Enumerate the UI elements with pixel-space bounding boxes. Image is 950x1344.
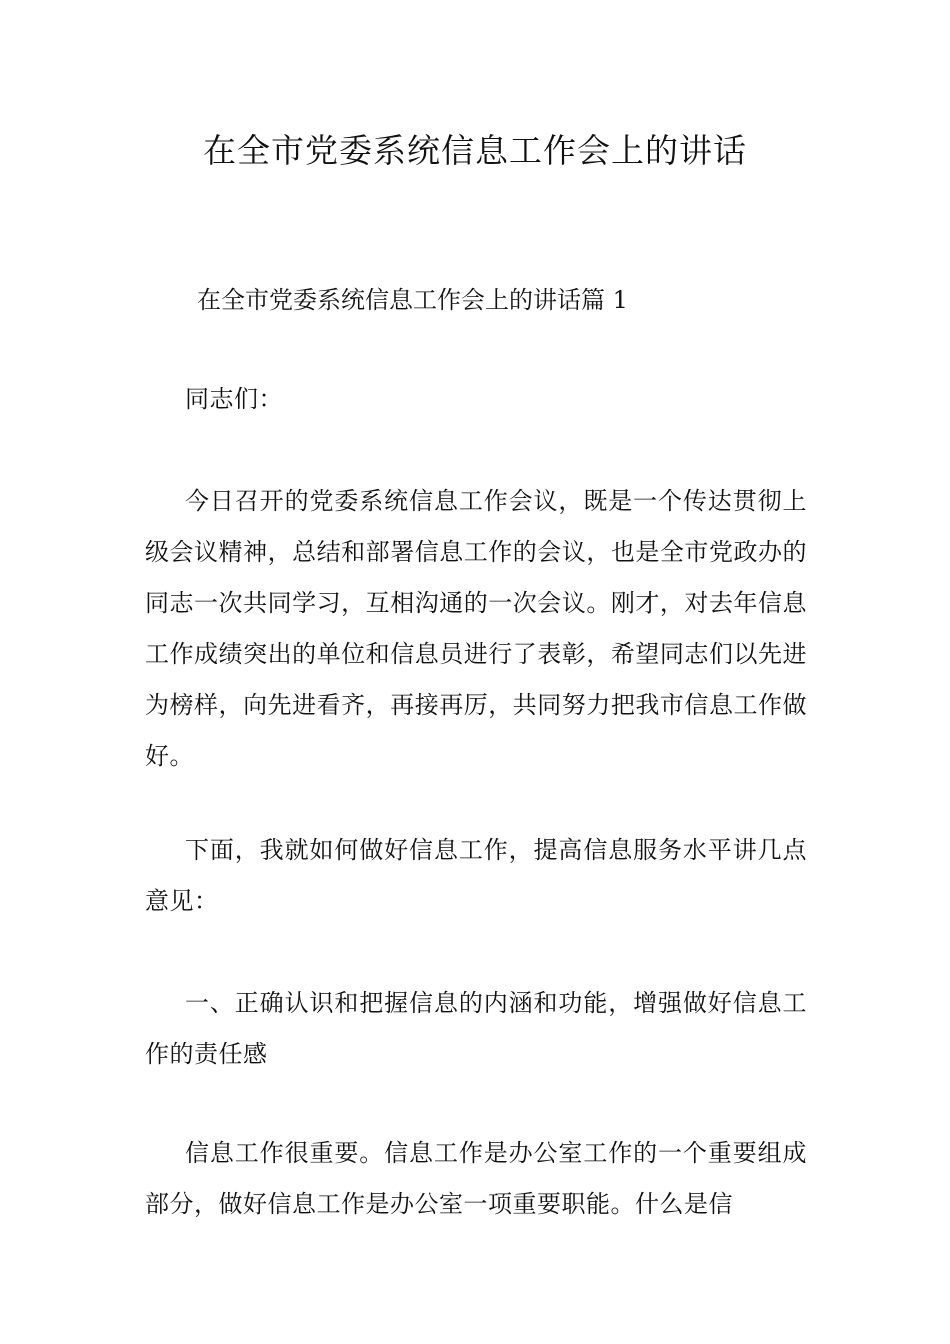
paragraph-opening: 今日召开的党委系统信息工作会议，既是一个传达贯彻上级会议精神，总结和部署信息工作的会议，也是全市党政办的同志一次共同学习，互相沟通的一次会议。刚才，对去年信息工作成绩突出的单位和信息员进行了表彰，希望同志们以先进为榜样，向先进看齐，再接再厉，共同努力把我市信息工作做好。 — [145, 487, 807, 770]
greeting: 同志们： — [185, 385, 283, 413]
document-title: 在全市党委系统信息工作会上的讲话 — [203, 131, 747, 170]
section-heading-1: 一、正确认识和把握信息的内涵和功能，增强做好信息工作的责任感 — [145, 989, 807, 1068]
document-subtitle: 在全市党委系统信息工作会上的讲话篇 1 — [197, 286, 628, 314]
paragraph-body: 信息工作很重要。信息工作是办公室工作的一个重要组成部分，做好信息工作是办公室一项重要职能。什么是信 — [145, 1139, 807, 1218]
paragraph-intro: 下面，我就如何做好信息工作，提高信息服务水平讲几点意见： — [145, 836, 807, 915]
